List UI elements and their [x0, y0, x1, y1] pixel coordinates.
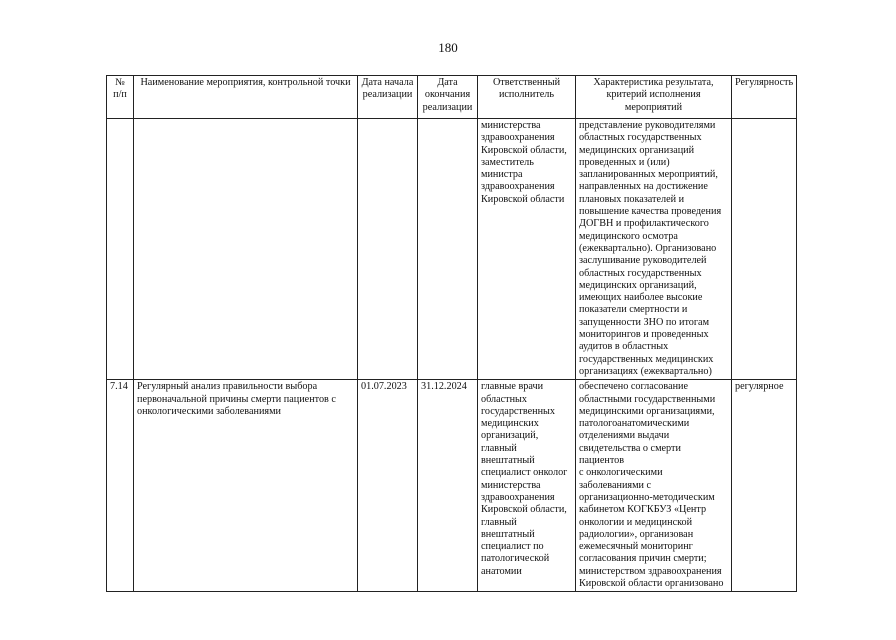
cell-responsible: министерства здравоохранения Кировской области, заместитель министра здравоохранения Кировской области — [478, 119, 576, 380]
table-row — [107, 119, 797, 380]
table-row — [107, 380, 797, 592]
header-num: № п/п — [107, 76, 134, 119]
cell-end-date: 31.12.2024 — [418, 380, 478, 592]
cell-regularity: регулярное — [732, 380, 797, 592]
cell-result: представление руководителями областных государственных медицинских организаций проведенных и (или) запланированных мероприятий, направленных на достижение плановых показателей и повышение качества проведения ДОГВН и профилактического медицинского осмотра (ежеквартально). Организовано заслушивание руководителей областных государственных медицинских организаций, имеющих наиболее высокие показатели смертности и запущенности ЗНО по итогам мониторингов и проведенных аудитов в областных государственных медицинских организациях (ежеквартально) — [576, 119, 732, 380]
cell-start-date: 01.07.2023 — [358, 380, 418, 592]
header-end-date: Дата окончания реализации — [418, 76, 478, 119]
header-name: Наименование мероприятия, контрольной точки — [134, 76, 358, 119]
header-result: Характеристика результата, критерий исполнения мероприятий — [576, 76, 732, 119]
cell-start-date — [358, 119, 418, 380]
cell-end-date — [418, 119, 478, 380]
header-start-date: Дата начала реализации — [358, 76, 418, 119]
cell-num: 7.14 — [107, 380, 134, 592]
header-regularity: Регулярность — [732, 76, 797, 119]
cell-result: обеспечено согласование областными государственными медицинскими организациями, патологоанатомическими отделениями выдачи свидетельства о смерти пациентов с онкологическими заболеваниями с организационно-методическим кабинетом КОГКБУЗ «Центр онкологии и медицинской радиологии», организован ежемесячный мониторинг согласования причин смерти; министерством здравоохранения Кировской области организовано — [576, 380, 732, 592]
cell-regularity — [732, 119, 797, 380]
header-responsible: Ответственный исполнитель — [478, 76, 576, 119]
cell-num — [107, 119, 134, 380]
table-header-row — [107, 76, 797, 119]
cell-name — [134, 119, 358, 380]
cell-name: Регулярный анализ правильности выбора первоначальной причины смерти пациентов с онкологическими заболеваниями — [134, 380, 358, 592]
page-number: 180 — [438, 40, 458, 55]
activities-table — [106, 75, 797, 592]
cell-responsible: главные врачи областных государственных медицинских организаций, главный внештатный специалист онколог министерства здравоохранения Кировской области, главный внештатный специалист по патологической анатомии — [478, 380, 576, 592]
